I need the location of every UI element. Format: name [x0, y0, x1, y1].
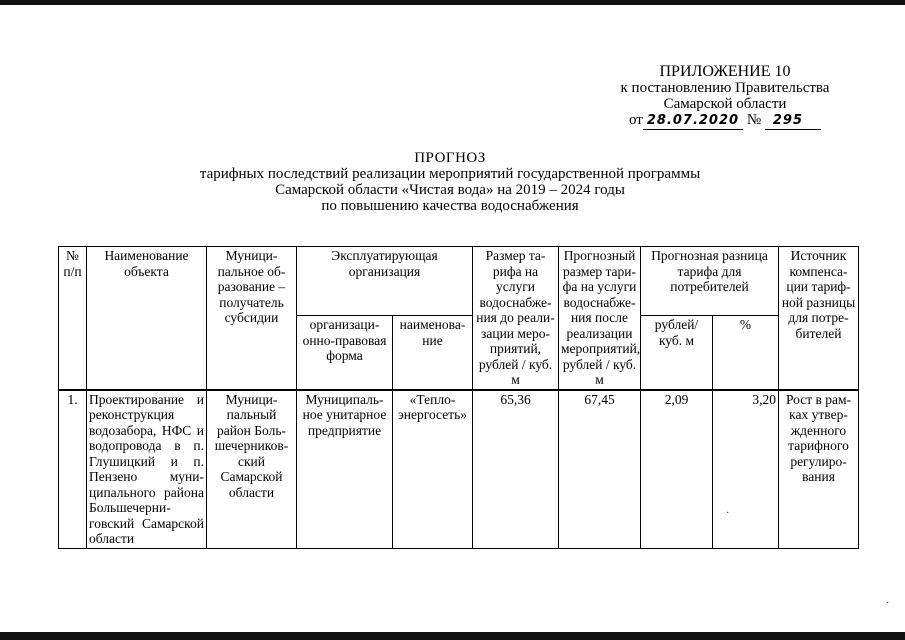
cell-tariff-before: 65,36	[473, 390, 559, 549]
col-header-num: № п/п	[59, 247, 87, 390]
scan-speck: ·	[886, 598, 890, 609]
from-prefix: от	[628, 112, 643, 128]
col-header-compensation: Источник компенсации тарифной разницы для потребителей	[779, 247, 859, 390]
col-header-tariff-before: Размер тарифа на услуги водоснабжения до реализации мероприятий, рублей / куб. м	[473, 247, 559, 390]
col-header-diff-pct: %	[713, 316, 779, 390]
appendix-header	[600, 64, 850, 130]
scan-speck: ·	[726, 508, 730, 519]
document-title	[150, 150, 750, 214]
title-line-3: по повышению качества водоснабжения	[321, 198, 579, 214]
cell-compensation: Рост в рамках утвержденного тарифного регулирования	[779, 390, 859, 549]
table-row	[59, 390, 859, 549]
header-row-1	[59, 247, 859, 316]
title-line-1: тарифных последствий реализации мероприятий государственной программы	[199, 166, 701, 182]
col-header-operator-form: организационно-правовая форма	[297, 316, 393, 390]
col-header-diff-rub: рублей/ куб. м	[641, 316, 713, 390]
appendix-date-number-line	[629, 112, 821, 130]
cell-diff-pct: 3,20	[713, 390, 779, 549]
forecast-table	[58, 246, 859, 549]
col-header-operator: Эксплуатирующая организация	[297, 247, 473, 316]
appendix-line-3: Самарской области	[663, 96, 787, 112]
title-line-2: Самарской области «Чистая вода» на 2019 – 2024 годы	[275, 182, 625, 198]
cell-municipality: Муниципальный район Большечерниковский Самарской области	[207, 390, 297, 549]
cell-operator-name: «Теплоэнергосеть»	[393, 390, 473, 549]
cell-tariff-forecast: 67,45	[559, 390, 641, 549]
appendix-line-2: к постановлению Правительства	[620, 80, 830, 96]
col-header-object-name: Наименование объекта	[87, 247, 207, 390]
title-head: ПРОГНОЗ	[414, 150, 486, 166]
handwritten-number: 295	[765, 113, 821, 130]
col-header-municipality: Муниципальное образование – получатель субсидии	[207, 247, 297, 390]
cell-object-name: Проектирование и реконструкция водозабора, НФС и водопровода в п. Глушицкий и п. Пензено муниципального района Большечерниговский Самарской области	[87, 390, 207, 549]
cell-num: 1.	[59, 390, 87, 549]
appendix-title: ПРИЛОЖЕНИЕ 10	[659, 63, 791, 80]
col-header-tariff-forecast: Прогнозный размер тарифа на услуги водоснабжения после реализации мероприятий, рублей / куб. м	[559, 247, 641, 390]
scan-top-border	[0, 0, 905, 5]
col-header-tariff-diff: Прогнозная разница тарифа для потребителей	[641, 247, 779, 316]
cell-diff-rub: 2,09	[641, 390, 713, 549]
cell-operator-form: Муниципальное унитарное предприятие	[297, 390, 393, 549]
handwritten-date: 28.07.2020	[643, 113, 743, 130]
scan-bottom-border	[0, 632, 905, 640]
col-header-operator-name: наименование	[393, 316, 473, 390]
number-prefix: №	[746, 112, 762, 128]
